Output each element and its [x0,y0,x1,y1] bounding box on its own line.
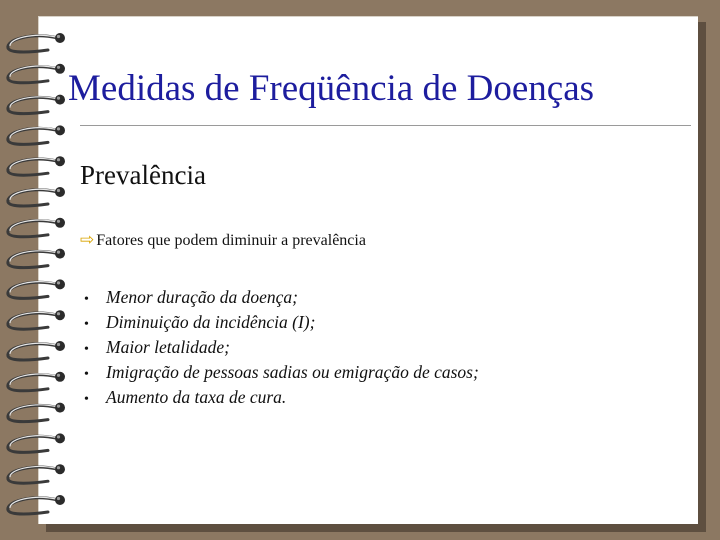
binding-hole [55,64,65,74]
binding-hole-shine [57,35,60,38]
binding-hole-shine [57,435,60,438]
bullet-dot-icon: • [84,392,89,407]
binding-hole [55,125,65,135]
binding-hole-shine [57,127,60,130]
list-item: • Menor duração da doença; [84,285,479,310]
binding-hole-shine [57,281,60,284]
spiral-ring [8,436,58,452]
factor-list [84,285,479,410]
binding-hole [55,464,65,474]
spiral-ring [8,159,58,175]
spiral-ring [8,221,58,237]
arrow-bullet [80,230,366,250]
binding-hole [55,218,65,228]
bullet-dot-icon: • [84,317,89,332]
binding-hole-shine [57,405,60,408]
list-item: • Imigração de pessoas sadias ou emigração de casos; [84,360,479,385]
list-item: • Diminuição da incidência (I); [84,310,479,335]
binding-hole [55,279,65,289]
spiral-ring [8,67,58,83]
arrow-bullet-text: Fatores que podem diminuir a prevalência [96,232,366,249]
spiral-ring [8,498,58,514]
bullet-dot-icon: • [84,342,89,357]
binding-hole [55,433,65,443]
slide-title: Medidas de Freqüência de Doenças [68,68,595,109]
slide-subtitle: Prevalência [80,160,206,190]
binding-hole-shine [57,497,60,500]
bullet-dot-icon: • [84,292,89,307]
binding-hole-shine [57,343,60,346]
binding-hole-shine [57,189,60,192]
spiral-ring [8,344,58,360]
spiral-ring [8,375,58,391]
binding-hole-shine [57,97,60,100]
binding-hole-shine [57,251,60,254]
binding-hole [55,95,65,105]
title-divider [80,125,691,126]
spiral-ring [8,98,58,114]
binding-hole [55,187,65,197]
arrow-right-icon: ⇨ [80,230,95,249]
binding-hole [55,310,65,320]
binding-hole-shine [57,66,60,69]
binding-hole [55,249,65,259]
binding-hole [55,403,65,413]
list-item: • Maior letalidade; [84,335,479,360]
spiral-ring [8,36,58,52]
spiral-ring [8,190,58,206]
binding-hole [55,341,65,351]
binding-hole [55,156,65,166]
binding-hole [55,33,65,43]
binding-hole-shine [57,158,60,161]
list-item: • Aumento da taxa de cura. [84,385,479,410]
binding-hole-shine [57,374,60,377]
spiral-ring [8,467,58,483]
bullet-dot-icon: • [84,367,89,382]
binding-hole [55,495,65,505]
binding-hole [55,372,65,382]
binding-hole-shine [57,466,60,469]
spiral-ring [8,282,58,298]
spiral-ring [8,313,58,329]
binding-hole-shine [57,312,60,315]
spiral-ring [8,406,58,422]
binding-hole-shine [57,220,60,223]
spiral-ring [8,252,58,268]
spiral-ring [8,128,58,144]
